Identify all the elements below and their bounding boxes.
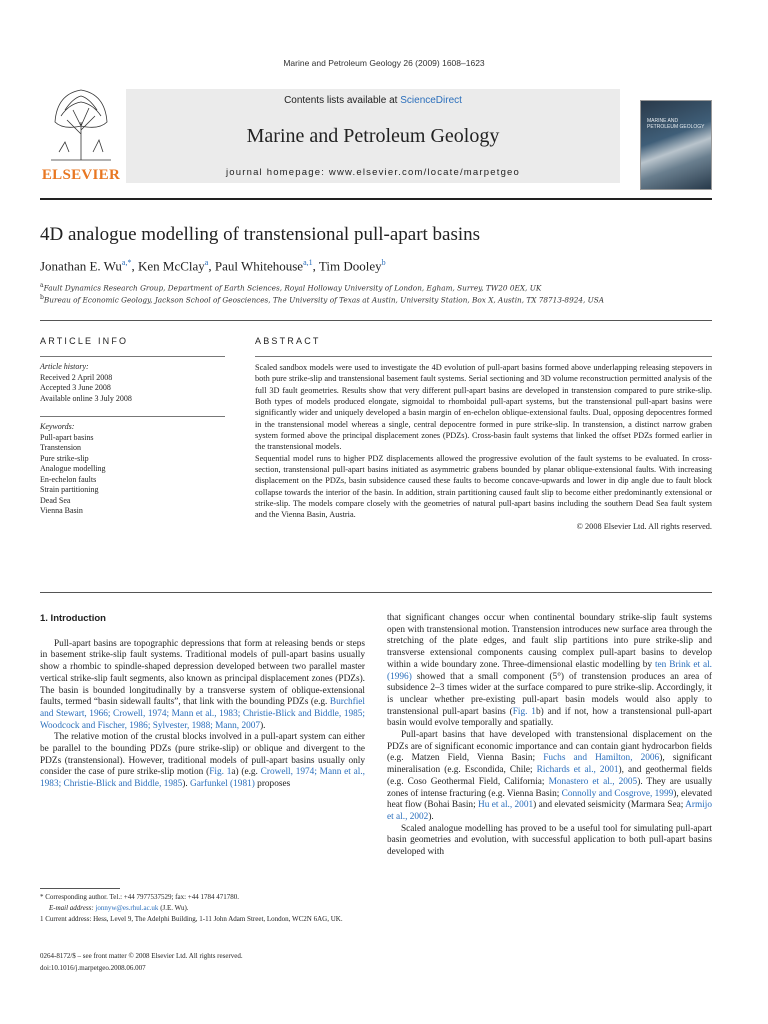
keyword: Pull-apart basins <box>40 432 94 442</box>
citation-link[interactable]: Hu et al., 2001 <box>478 800 534 811</box>
doi-line[interactable]: doi:10.1016/j.marpetgeo.2008.06.007 <box>40 964 146 972</box>
citation-link[interactable]: Fuchs and Hamilton, 2006 <box>543 753 660 764</box>
sciencedirect-link[interactable]: ScienceDirect <box>400 95 462 106</box>
keyword: Strain partitioning <box>40 485 99 494</box>
citation-link[interactable]: Burchfiel and Stewart, 1966; Crowell, 1974; Mann et al., 1983; Christie-Blick and Biddle, 1985; Woodcock and Fischer, 1986; Sylvester, 1988; Mann, 2007 <box>40 697 365 731</box>
journal-banner <box>126 89 620 183</box>
author-affil-mark[interactable]: b <box>381 258 386 267</box>
article-meta-footer <box>40 950 243 974</box>
elsevier-tree-icon <box>47 82 115 162</box>
elsevier-logo[interactable] <box>40 80 122 190</box>
section-heading: 1. Introduction <box>40 613 106 624</box>
citation-link[interactable]: Crowell, 1974; Mann et al., 1983; Christie-Blick and Biddle, 1985 <box>40 767 365 790</box>
email-link[interactable]: jonnyw@es.rhul.ac.uk <box>95 904 159 912</box>
author-name[interactable]: Ken McClay <box>137 258 205 274</box>
author-list: Jonathan E. $Wu^{a,*}$, Ken McClay$^a$, Paul Whitehouse$^{a,1}$, Tim Dooley$^b$ <box>40 258 386 274</box>
keyword: Transtension <box>40 443 82 452</box>
footnote-corresponding: * Corresponding author. Tel.: +44 7977537529; fax: +44 1784 471780. <box>40 893 239 901</box>
author-name[interactable]: Paul Whitehouse <box>214 258 304 274</box>
body-paragraph: Pull-apart basins that have developed with transtensional displacement on the PDZs are of significant economic importance and can contain giant hydrocarbon fields (e.g. Matzen Field, Vienna Basin; Fuchs and Hamilton, 2006), significant mineralisation (e.g. Escondida, Chile; Richards et al., 2001), and geothermal fields (e.g. Coso Geothermal Field, California; Monastero et al., 2005). They are usually zones of intense fracturing (e.g. Vienna Basin; Connolly and Cosgrove, 1999), elevated heat flow (Bohai Basin; Hu et al., 2001) and elevated seismicity (Marmara Sea; Armijo et al., 2002). <box>387 730 713 822</box>
copyright-line: © 2008 Elsevier Ltd. All rights reserved. <box>576 521 712 531</box>
footnote-email: E-mail address: jonnyw@es.rhul.ac.uk (J.E. Wu). <box>49 904 189 912</box>
history-label: Article history: <box>40 362 89 371</box>
body-paragraph: Scaled analogue modelling has proved to be a useful tool for simulating pull-apart basin geometries and evolution, with successful application to both pull-apart basins developed with <box>387 823 712 858</box>
citation-link[interactable]: Garfunkel (1981) <box>190 779 255 790</box>
citation-link[interactable]: Armijo et al., 2002 <box>387 800 713 822</box>
author-name[interactable]: Tim Dooley <box>318 258 382 274</box>
contents-prefix: Contents lists available at <box>284 95 401 106</box>
info-divider <box>40 416 225 417</box>
abstract-divider <box>255 356 712 357</box>
contents-line <box>126 95 620 106</box>
author-affil-mark[interactable]: a,* <box>121 258 132 267</box>
abstract-heading: ABSTRACT <box>255 336 321 346</box>
running-head: Marine and Petroleum Geology 26 (2009) 1608–1623 <box>283 58 485 68</box>
citation-link[interactable]: Richards et al., 2001 <box>536 765 619 776</box>
right-column <box>387 613 712 859</box>
keywords-label: Keywords: <box>40 422 75 431</box>
keyword: Vienna Basin <box>40 506 83 515</box>
article-info-panel <box>40 350 225 517</box>
affiliation: $^b$Bureau of Economic Geology, Jackson School of Geosciences, The University of Texas at Austin, University Station, Box X, Austin, TX 78713-8924, USA <box>40 294 605 305</box>
article-info-heading: ARTICLE INFO <box>40 336 129 346</box>
article-title: 4D analogue modelling of transtensional pull-apart basins <box>40 224 481 245</box>
section-divider <box>40 320 712 321</box>
footnote-address: 1 Current address: Hess, Level 9, The Adelphi Building, 1-11 John Adam Street, London, WC2N 6AG, UK. <box>40 915 343 923</box>
body-paragraph: Pull-apart basins are topographic depressions that form at releasing bends or steps in basement strike-slip fault systems. Traditional models of pull-apart basins usually show a rhombic to spindle-shaped depression developed between two parallel master vertical strike-slip fault segments, also known as principal displacement zones (PDZs). The basin is bounded longitudinally by a transverse system of oblique-extensional faults, termed “basin sidewall faults”, that link with the bounding PDZs (e.g. Burchfiel and Stewart, 1966; Crowell, 1974; Mann et al., 1983; Christie-Blick and Biddle, 1985; Woodcock and Fischer, 1986; Sylvester, 1988; Mann, 2007). <box>40 638 365 731</box>
keyword: Pure strike-slip <box>40 453 89 463</box>
citation-link[interactable]: Monastero et al., 2005 <box>548 776 638 787</box>
keyword: Analogue modelling <box>40 464 106 473</box>
history-item: Received 2 April 2008 <box>40 372 113 382</box>
author-affil-mark[interactable]: a <box>204 258 209 267</box>
publisher-wordmark: ELSEVIER <box>41 167 121 183</box>
figure-link[interactable]: Fig. 1 <box>512 706 536 717</box>
keyword: Dead Sea <box>40 495 71 505</box>
info-divider <box>40 356 225 357</box>
abstract-body <box>255 350 712 532</box>
body-paragraph: that significant changes occur when continental boundary strike-slip fault systems open with transtensional motion. Transtension introduces new surface area through the stretching of the plate edges, and fault slip partitions into pure strike-slip and transverse extensional components causing complex pull-apart basins to develop within a wide boundary zone. Three-dimensional elastic modelling by ten Brink et al. (1996) showed that a small component (5°) of transtension produces an area of subsidence 2–3 times wider at the surface compared to pure strike-slip. Accordingly, it is unclear whether pre-existing pull-apart basin models would also apply to transtensional pull-apart basins (Fig. 1b) and if not, how a transtensional pull-apart basin would evolve temporally and spatially. <box>387 613 713 729</box>
figure-link[interactable]: Fig. 1 <box>209 767 232 778</box>
issn-line: 0264-8172/$ – see front matter © 2008 Elsevier Ltd. All rights reserved. <box>40 952 243 960</box>
abstract-paragraph: Sequential model runs to higher PDZ displacements allowed the progressive evolution of the fault systems to be evaluated. In cross-section, transtensional pull-apart basins initiated as asymmetric grabens bounded by planar oblique-extensional faults. With increasing displacement on the PDZs, basin subsidence caused these faults to become concave-upwards and lower in dip angle due to fault block collapse towards the interior of the basin. In addition, strain partitioning caused fault slip to become either predominantly extensional or strike-slip. The models compare closely with the geometries of natural pull-apart basins including the southern Dead Sea fault system and the Vienna Basin, Austria. <box>255 453 712 520</box>
keyword: En-echelon faults <box>40 474 97 484</box>
author-affil-mark[interactable]: a,1 <box>303 258 313 267</box>
journal-homepage-link[interactable]: journal homepage: www.elsevier.com/locate/marpetgeo <box>225 167 521 178</box>
body-paragraph: The relative motion of the crustal blocks involved in a pull-apart system can either be parallel to the bounding PDZs (pure strike-slip) or oblique and divergent to the PDZs (transtensional). However, traditional models of pull-apart basins usually only consider the case of pure strike-slip motion (Fig. 1a) (e.g. Crowell, 1974; Mann et al., 1983; Christie-Blick and Biddle, 1985). Garfunkel (1981) proposes <box>40 732 365 790</box>
affiliation: $^a$Fault Dynamics Research Group, Department of Earth Sciences, Royal Holloway University of London, Egham, Surrey, TW20 0EX, UK <box>40 282 542 293</box>
journal-cover-thumbnail[interactable] <box>640 100 712 190</box>
citation-link[interactable]: Connolly and Cosgrove, 1999 <box>561 788 674 799</box>
section-divider <box>40 592 712 593</box>
abstract-paragraph: Scaled sandbox models were used to investigate the 4D evolution of pull-apart basins formed above underlapping releasing stepovers in both pure strike-slip and transtensional basement fault systems. Serial sectioning and 3D volume reconstruction permitted analysis of the full 3D fault geometries. Results show that very different pull-apart basins are developed in transtension compared to pure strike-slip. Both types of models produced elongate, sigmoidal to rhomboidal pull-apart systems, but the transtensional pull-apart basins were significantly wider and uniquely developed a basin margin of en-echelon oblique-extensional faults. Dual, opposing depocentres formed in the transtensional model whereas a single, central depocentre formed in pure strike-slip. In transtension, a distinct narrow graben system formed above the principal displacement zones (PDZs). Cross-basin fault systems that linked the offset PDZs formed earlier in the transtensional models. <box>255 363 712 452</box>
author-name[interactable]: Jonathan E. Wu <box>40 258 122 274</box>
left-column <box>40 613 365 791</box>
journal-title: Marine and Petroleum Geology <box>246 125 500 147</box>
journal-masthead <box>40 80 712 190</box>
footnote-divider <box>40 888 120 889</box>
history-item: Available online 3 July 2008 <box>40 393 132 403</box>
citation-link[interactable]: ten Brink et al. (1996) <box>387 659 712 682</box>
cover-title: MARINE AND PETROLEUM GEOLOGY <box>647 118 705 130</box>
history-item: Accepted 3 June 2008 <box>40 383 111 392</box>
masthead-divider <box>40 198 712 200</box>
footnotes <box>40 892 365 925</box>
